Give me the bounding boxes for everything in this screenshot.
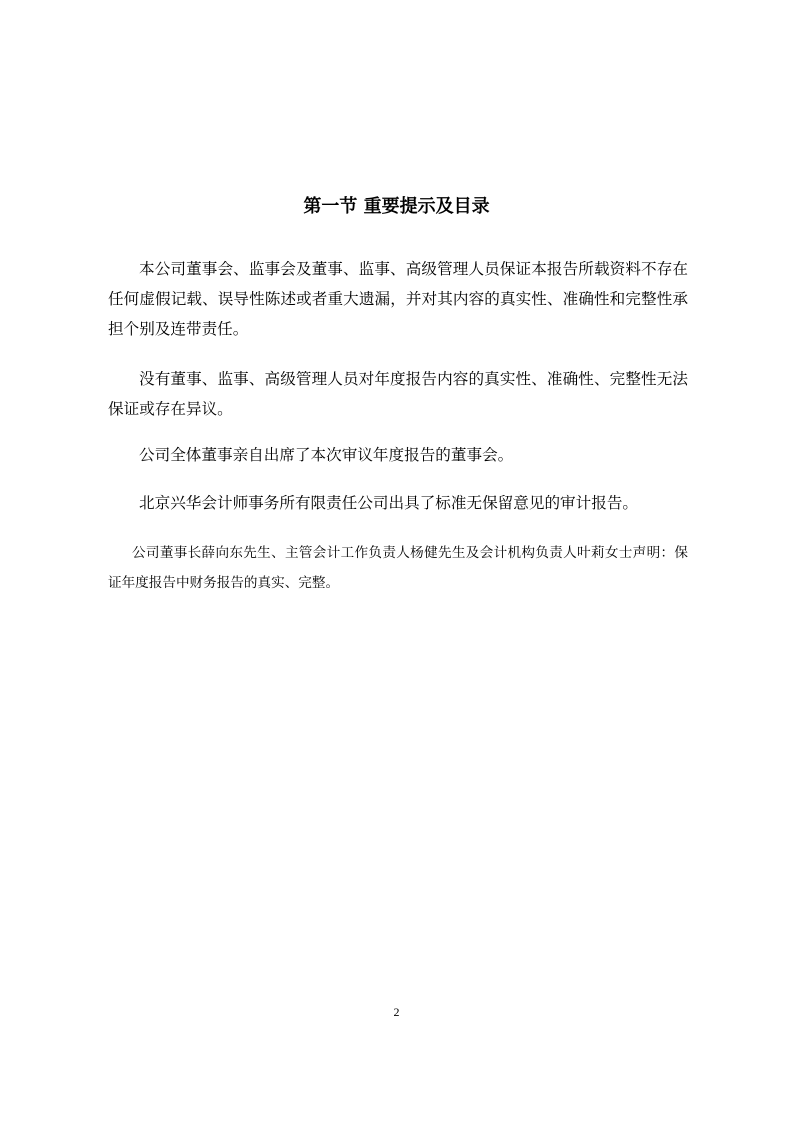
page-number: 2 — [393, 1005, 400, 1019]
paragraph-no-objection: 没有董事、监事、高级管理人员对年度报告内容的真实性、准确性、完整性无法保证或存在异议。 — [108, 370, 688, 418]
paragraph-audit-opinion: 北京兴华会计师事务所有限责任公司出具了标准无保留意见的审计报告。 — [139, 494, 639, 512]
section-title: 第一节 重要提示及目录 — [303, 196, 490, 217]
paragraph-officer-declaration: 公司董事长薛向东先生、主管会计工作负责人杨健先生及会计机构负责人叶莉女士声明：保证年度报告中财务报告的真实、完整。 — [108, 545, 688, 591]
paragraph-responsibility-statement: 本公司董事会、监事会及董事、监事、高级管理人员保证本报告所载资料不存在任何虚假记载、误导性陈述或者重大遗漏，并对其内容的真实性、准确性和完整性承担个别及连带责任。 — [108, 260, 688, 338]
paragraph-board-attendance: 公司全体董事亲自出席了本次审议年度报告的董事会。 — [139, 446, 514, 464]
